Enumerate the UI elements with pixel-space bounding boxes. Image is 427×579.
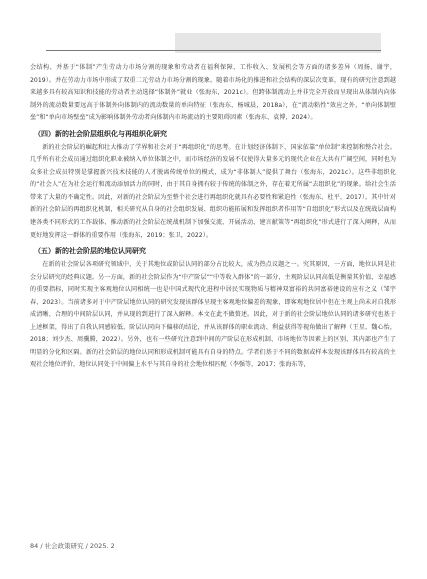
article-body bbox=[30, 62, 396, 372]
section-heading-organization: （四）新的社会阶层组织化与再组织化研究 bbox=[34, 129, 167, 138]
section-heading-status-identity: （五）新的社会阶层的地位认同研究 bbox=[34, 247, 146, 256]
page-footer: 84 / 社会政策研究 / 2025. 2 bbox=[30, 542, 115, 550]
paragraph-reorganization: 新的社会阶层的崛起和壮大推动了学界和社会对于“再组织化”的思考。在计划经济体制下，国家依靠“单位制”来控制和整合社会。几乎所有社会成员通过组织化职业被纳入单位体制之中，而市场经济的发展不仅使得大量多元的现代企业在大共有广阔空间，同时也为众多社会成员特别是掌握新兴技术技能的人才脱离传统单位的模式，成为“非体制人”提供了舞台（张海东，2021c）。这些非组织化的“社会人”在为社会运行和流动添加活力的同时，由于其自身拥有较于传统的体制之外，存在着无所属“去组织化”的现象。给社会生活带来了大量的不确定性。因此，对新的社会阶层为至整个社会进行再组织化就具有必要性和紧迫性（张海东、杜平，2017）。其中针对新的社会阶层的再组织化机制，相关研究从自身的社会组织发展、组织功能拓展和发挥组织者作用等“自组织化”形式以及在统战层面构建各类不同形式的工作载体、推动新的社会阶层在统战机制下加强交流、开展活动、建言献策等“再组织化”形式进行了深入阐释，从而更好地发挥这一群体的重要作用（张海东，2019；张卫，2022）。 bbox=[30, 143, 396, 239]
paragraph-labor-market: 会结构、并基于“体制”产生劳动力市场分割的现象和劳动者在福利保障、工作收入、发展机会等方面的诸多差异（周扬、谢宇，2019）。并在劳动力市场中形成了双重二元劳动力市场分割的现象。随着市场化的推进和社会结构的深层次变革，现有的研究注意到越来越多具有较高知识和技能的劳动者主动选择“体制外”就业（张海东，2021c）。但跨体制流动上并非完全开放而呈现出从体制内向体制外的流动数量要远高于体制外向体制内的流动数量的单向特征（张海东、杨城晨，2018a），在“流动粘性”效应之外，“单向体制壁垒”和“单向市场壁垒”成为影响体制外劳动者向体制内市场流动的主要阻碍因素（张海东、袁博，2024）。 bbox=[30, 64, 396, 122]
header-rule bbox=[46, 50, 381, 51]
paragraph-status-identity: 在新的社会阶层各项研究领域中，关于其地位或阶层认同的部分占比较大，成为热点议题之一。究其原因，一方面，地位认同是社会分层研究的经典议题。另一方面，新的社会阶层作为“中产阶层”“中等收入群体”的一部分，主观阶层认同高低是衡量其价值、幸福感的重要指标，同时实现主客观地位认同相统一也是中国式现代化进程中居民实现物质与精神双富裕的共同富裕建设的应有之义（邹宇春，2023）。当前诸多对于中产阶层地位认同的研究发现该群体呈现主客观地位偏差的现象，即客观地位居中但在主观上尚未对自我形成清晰、合理的中间阶层认同，并从现的到进行了深入解释。本文在此不做赘述。因此，对于新的社会阶层地位认同的诸多研究也基于上述框架，得出了自我认同感较低、阶层认同向下偏移的结论，并从该群体的职业流动、利益获得等视角做出了解释（王星、魏心怡，2018；刘少杰、周骥腾，2022）。另外，也有一些研究注意到中间的产阶层在形成机制、市场地位等因素上的区别，其内部也产生了明显的分化和区隔。新的社会阶层的地位认同和形成机制可能具有自身的特点。学者们基于不同的数据或样本发现该群体具有较高的主观社会地位评价，地位认同处于中间偏上水平与其自身的社会地位相匹配（李强等，2017；张海东等， bbox=[30, 261, 396, 369]
